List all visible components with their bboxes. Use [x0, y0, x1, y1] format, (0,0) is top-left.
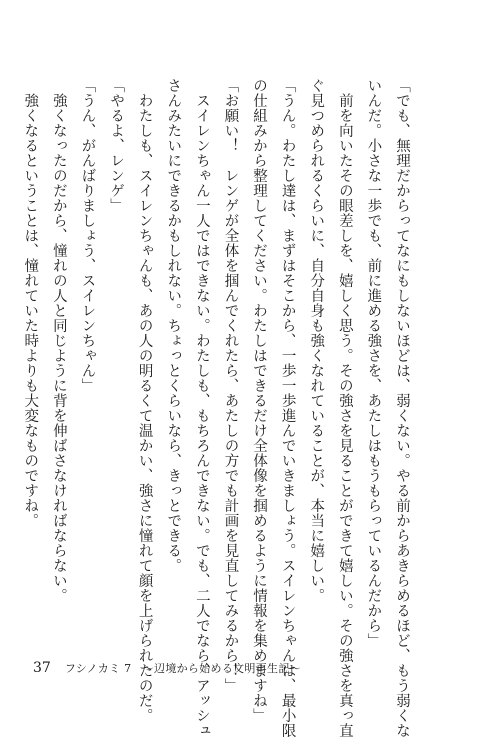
text-line: ぐ見つめられるくらいに、自分自身も強くなれていることが、本当に嬉しい。	[308, 78, 325, 603]
running-title: フシノカミ 7 ～辺境から始める文明再生記～	[64, 662, 301, 675]
text-line: いんだ。小さな一歩でも、前に進める強さを、あたしはもうもらっているんだから」	[365, 78, 382, 648]
text-line: 「うん。わたし達は、まずはそこから、一歩一歩進んでいきましょう。スイレンちゃんは、最小限	[279, 78, 296, 738]
text-line: 強くなるということは、憧れていた時よりも大変なものですね。	[22, 78, 39, 528]
text-line: スイレンちゃん一人ではできない。わたしも、もちろんできない。でも、二人でなら、アッシュ	[193, 78, 210, 738]
text-line: わたしも、スイレンちゃんも、あの人の明るくて温かい、強さに憧れて顔を上げられたのだ。	[136, 78, 153, 723]
text-line: 前を向いたその眼差しを、嬉しく思う。その強さを見ることができて嬉しい。その強さを真っ直	[336, 78, 353, 738]
text-line: 「お願い！ レンゲが全体を掴んでくれたら、あたしの方でも計画を見直してみるから！」	[222, 78, 239, 693]
text-line: 強くなったのだから、憧れの人と同じように背を伸ばさなければならない。	[50, 78, 67, 603]
page-footer	[33, 660, 301, 680]
text-line: の仕組みから整理してください。わたしはできるだけ全体像を掴めるように情報を集めますね」	[251, 78, 268, 723]
text-line: 「でも、無理だからってなにもしないほどは、弱くない。やる前からあきらめるほど、もう弱くな	[394, 78, 410, 738]
text-line: 「うん、がんばりましょう、スイレンちゃん」	[79, 78, 96, 393]
page-number: 37	[33, 660, 51, 676]
text-line: 「やるよ、レンゲ」	[108, 78, 125, 213]
text-line: さんみたいにできるかもしれない。ちょっとくらいなら、きっとできる。	[165, 78, 182, 573]
